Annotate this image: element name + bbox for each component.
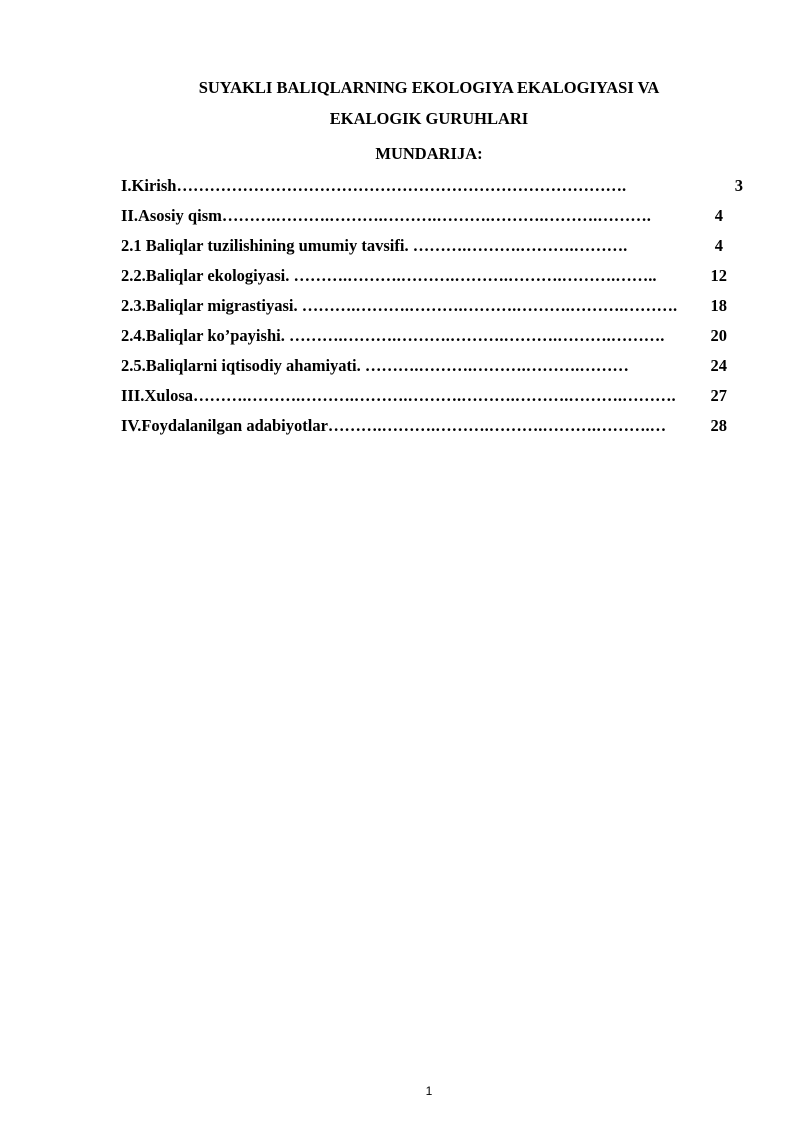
toc-entry-page: 3 xyxy=(734,176,743,195)
toc-entry-page: 12 xyxy=(710,266,727,285)
toc-entry-text: 2.5.Baliqlarni iqtisodiy ahamiyati. ……….……….……….……….……… xyxy=(121,356,629,375)
toc-entry xyxy=(121,235,731,265)
toc-entry-text: III.Xulosa……….……….……….……….……….……….……….……….………. xyxy=(121,386,676,405)
toc-entry xyxy=(121,355,731,385)
toc-entry-text: I.Kirish………………………………………………………………………. xyxy=(121,176,627,195)
toc-entry-page: 27 xyxy=(710,386,727,405)
toc-entry xyxy=(121,385,731,415)
document-title-line-2: EKALOGIK GURUHLARI xyxy=(329,109,529,128)
toc-entry-page: 4 xyxy=(714,206,723,225)
document-title-line-1: SUYAKLI BALIQLARNING EKOLOGIYA EKALOGIYASI VA xyxy=(198,78,660,97)
toc-entry-text: IV.Foydalanilgan adabiyotlar……….……….……….……….……….……….… xyxy=(121,416,667,435)
toc-entry xyxy=(121,265,731,295)
page-number: 1 xyxy=(425,1084,433,1098)
toc-entry-page: 28 xyxy=(710,416,727,435)
toc-entry xyxy=(121,205,731,235)
toc-entry xyxy=(121,415,731,445)
toc-entry-page: 24 xyxy=(710,356,727,375)
toc-entry-text: II.Asosiy qism……….……….……….……….……….……….……….………. xyxy=(121,206,651,225)
toc-entry-text: 2.2.Baliqlar ekologiyasi. ……….……….……….……….……….……….…….. xyxy=(121,266,657,285)
toc-entry-text: 2.4.Baliqlar ko’payishi. ……….……….……….……….……….……….………. xyxy=(121,326,665,345)
toc-entry-text: 2.1 Baliqlar tuzilishining umumiy tavsifi. ……….……….……….………. xyxy=(121,236,628,255)
toc-entry-page: 4 xyxy=(714,236,723,255)
toc-entry xyxy=(121,295,731,325)
toc-entry-page: 18 xyxy=(710,296,727,315)
toc-entry-text: 2.3.Baliqlar migrastiyasi. ……….……….……….……….……….……….………. xyxy=(121,296,678,315)
table-of-contents xyxy=(121,175,743,445)
toc-heading: MUNDARIJA: xyxy=(375,144,483,163)
toc-entry xyxy=(121,325,731,355)
toc-entry-page: 20 xyxy=(710,326,727,345)
toc-entry xyxy=(121,175,743,205)
